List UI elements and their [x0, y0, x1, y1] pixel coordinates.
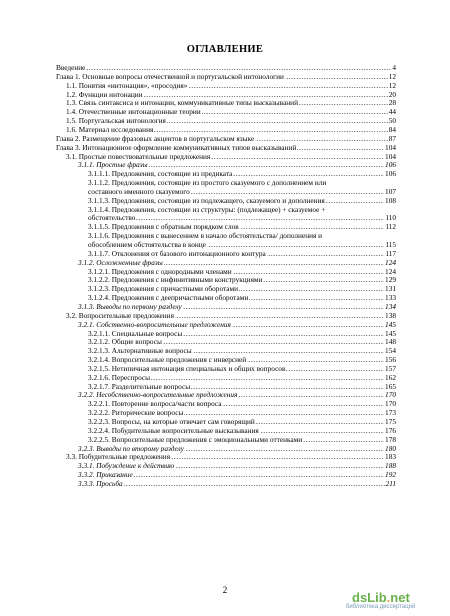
toc-entry [66, 125, 396, 134]
toc-entry [88, 382, 396, 391]
toc-entry-title: 3.2.2.3. Вопросы, на которые отвечает сам говорящий [88, 417, 255, 426]
toc-entry-title: 3.1.2. Осложненные фразы [78, 257, 163, 267]
toc-entry-page: 104 [385, 142, 396, 152]
toc-entry-title: 3.1.1.5. Предложения с обратным порядком слов [88, 222, 239, 232]
toc-entry-title: 1.1. Понятия «интонация», «просодия» [66, 80, 188, 90]
toc-entry-page: 188 [385, 461, 396, 471]
toc-entry-page: 129 [385, 275, 396, 285]
toc-entry [88, 213, 396, 222]
toc-entry [88, 205, 396, 214]
toc-entry-title: 3.3.2. Приказание [78, 470, 133, 480]
toc-entry-page: 134 [385, 301, 396, 311]
watermark-logo: dsLib.net [352, 590, 410, 605]
toc-entry-title: 3.2.1.2. Общие вопросы [88, 337, 162, 347]
toc-entry-title: 3.2.2.5. Вопросительные предложения с эмоциональными оттенками [88, 434, 303, 444]
toc-entry-page: 173 [385, 408, 396, 418]
toc-entry [78, 258, 396, 267]
toc-entry [88, 222, 396, 231]
toc-entry-title: 3.1.2.1. Предложения с однородными членами [88, 266, 232, 276]
toc-entry [78, 461, 396, 470]
toc-entry-page: 175 [385, 417, 396, 426]
toc-entry-page: 107 [385, 186, 396, 196]
toc-entry [88, 169, 396, 178]
toc-entry-page: 154 [385, 346, 396, 356]
toc-entry [66, 152, 396, 161]
toc-entry [78, 444, 396, 453]
toc-entry-title: Введение [56, 63, 86, 72]
toc-entry-title: 1.6. Материал исследования [66, 124, 154, 134]
toc-entry-title: 3.2.1.7. Разделительные вопросы [88, 381, 191, 391]
toc-entry-page: 180 [385, 443, 396, 453]
toc-entry-page: 87 [388, 133, 396, 143]
toc-entry-title: 3.2.1. Собственно-вопросительные предложения [78, 319, 231, 329]
toc-entry-title: обстоятельство [88, 213, 136, 223]
toc-entry-page: 110 [385, 213, 396, 223]
toc-entry [66, 116, 396, 125]
toc-entry-title: 1.3. Связь синтаксиса и интонации, коммуникативные типы высказываний [66, 98, 298, 108]
toc-entry-page: 12 [388, 71, 396, 81]
toc-entry-page: 138 [385, 310, 396, 320]
toc-entry-page: 106 [385, 169, 396, 179]
toc-entry [88, 417, 396, 426]
toc-entry-title: 3.2.1.5. Нетипичная интонация специальных и общих вопросов [88, 363, 286, 373]
toc-entry-page: 148 [385, 337, 396, 347]
toc-entry [56, 72, 396, 81]
toc-entry-page: 106 [385, 160, 396, 170]
toc-entry-page: 131 [385, 284, 396, 294]
toc-entry-page: 170 [385, 390, 396, 400]
toc-entry [88, 373, 396, 382]
toc-entry-title: Глава 1. Основные вопросы отечественной и португальской интонологии [56, 71, 284, 81]
toc-entry-page: 156 [385, 355, 396, 365]
toc-entry-title: 3.1.1.3. Предложения, состоящие из подлежащего, сказуемого и дополнения [88, 195, 325, 205]
toc-entry-title: 3.2.1.1. Специальные вопросы [88, 328, 183, 338]
toc-entry-page: 112 [385, 222, 396, 232]
toc-entry-title: 3.1.1.7. Отклонения от базового интонационного контура [88, 248, 266, 258]
toc-entry-title: 3.2.2.2. Риторические вопросы [88, 408, 184, 418]
toc-entry-page: 192 [385, 470, 396, 480]
toc-entry-page: 44 [388, 107, 396, 117]
toc-entry [78, 390, 396, 399]
toc-entry-title: 3.3. Побудительные предложения [66, 452, 171, 462]
toc-entry [88, 196, 396, 205]
toc-entry-title: составного именного сказуемого [88, 186, 190, 196]
toc-entry [88, 178, 396, 187]
toc-entry [66, 452, 396, 461]
toc-entry-title: 3.2.2. Несобственно-вопросительные предложения [78, 390, 238, 400]
toc-entry-page: 115 [385, 240, 396, 249]
toc-entry-page: 104 [385, 151, 396, 161]
toc-entry-title: 3.1.1.6. Предложения с вынесением в начало обстоятельства/ дополнения и [88, 231, 323, 241]
toc-entry-page: 178 [385, 434, 396, 444]
toc-entry-page: 12 [388, 80, 396, 90]
toc-entry-page: 211 [385, 478, 396, 488]
toc-entry [66, 81, 396, 90]
toc-entry [78, 470, 396, 479]
toc-entry [66, 107, 396, 116]
toc-entry [88, 355, 396, 364]
toc-entry-page: 124 [385, 266, 396, 276]
toc-entry-title: 3.1.2.4. Предложения с деепричастными оборотами [88, 293, 249, 303]
toc-entry-title: обособлением обстоятельства в конце [88, 240, 206, 249]
toc-entry [56, 143, 396, 152]
toc-entry-page: 133 [385, 293, 396, 303]
toc-entry-title: 1.2. Функции интонации [66, 89, 143, 99]
toc-entry [88, 284, 396, 293]
toc-entry-title: 3.1.1.4. Предложения, состоящие из структуры: (подлежащее) + сказуемое + [88, 204, 326, 214]
toc-entry [88, 249, 396, 258]
toc-entry [56, 134, 396, 143]
toc-entry [88, 364, 396, 373]
page-title: ОГЛАВЛЕНИЕ [186, 44, 264, 55]
toc-entry-title: 3.2.2.4. Побудительные вопросительные высказывания [88, 425, 259, 435]
toc-entry-page: 117 [385, 248, 396, 258]
toc-entry-page: 176 [385, 425, 396, 435]
toc-entry [66, 98, 396, 107]
toc-entry-title: 3.1.1.2. Предложения, состоящие из простого сказуемого с дополнением или [88, 178, 327, 188]
toc-entry-page: 20 [388, 89, 396, 99]
toc-entry [66, 311, 396, 320]
toc-entry [88, 399, 396, 408]
toc-entry-title: 1.4. Отечественные интонационные теории [66, 107, 201, 117]
toc-entry [78, 320, 396, 329]
toc-entry-page: 4 [392, 63, 396, 72]
toc-entry-page: 50 [388, 116, 396, 126]
dslib-watermark [346, 590, 446, 614]
toc-entry [78, 302, 396, 311]
toc-entry-page: 170 [385, 399, 396, 409]
toc-entry-title: Глава 2. Размещение фразовых акцентов в португальском языке [56, 133, 255, 143]
toc-entry [88, 267, 396, 276]
toc-entry [88, 337, 396, 346]
toc-entry-title: 3.1.1. Простые фразы [78, 160, 148, 170]
toc-entry [88, 187, 396, 196]
toc-entry [88, 408, 396, 417]
toc-entry-title: 3.2.1.6. Переспросы [88, 372, 151, 382]
toc-entry-title: 3.1.3. Выводы по первому разделу [78, 301, 182, 311]
watermark-caption: библиотека диссертаций [346, 604, 416, 610]
toc-entry-title: 3.3.3. Просьба [78, 478, 123, 488]
toc-entry-title: 3.1.1.1. Предложения, состоящие из предиката [88, 169, 233, 179]
toc-entry-title: 3.3.1. Побуждение к действию [78, 461, 175, 471]
toc-entry-page: 165 [385, 381, 396, 391]
toc-entry-page: 124 [385, 257, 396, 267]
toc-entry-title: 3.2. Вопросительные предложения [66, 310, 174, 320]
toc-entry-title: 3.1. Простые повествовательные предложения [66, 151, 211, 161]
toc-entry-page: 28 [388, 98, 396, 108]
toc-entry-page: 183 [385, 452, 396, 462]
toc-entry-title: 1.5. Португальская интонология [66, 116, 166, 126]
toc-entry-title: 3.1.2.3. Предложения с причастными оборотами [88, 284, 239, 294]
toc-entry-title: 3.1.2.2. Предложения с инфинитивными конструкциями [88, 275, 263, 285]
toc-entry-page: 145 [385, 328, 396, 338]
toc-entry [66, 90, 396, 99]
toc-entry-page: 157 [385, 363, 396, 373]
toc-entry-title: 3.2.2.1. Повторение вопроса/части вопроса [88, 399, 222, 409]
toc-entry [88, 435, 396, 444]
toc-entry-page: 162 [385, 372, 396, 382]
toc-entry-page: 145 [385, 319, 396, 329]
toc-entry [88, 329, 396, 338]
toc-entry-title: Глава 3. Интонационное оформление коммуникативных типов высказываний [56, 142, 297, 152]
toc-entry-title: 3.2.1.3. Альтернативные вопросы [88, 346, 192, 356]
toc-entry-page: 108 [385, 195, 396, 205]
toc-entry [78, 160, 396, 169]
toc-entry-title: 3.2.1.4. Вопросительные предложения с инверсией [88, 355, 247, 365]
toc-entry [78, 479, 396, 488]
toc-entry [88, 231, 396, 240]
toc-entry-title: 3.2.3. Выводы по второму разделу [78, 443, 184, 453]
page-number: 2 [222, 585, 228, 595]
toc-entry [88, 275, 396, 284]
toc-entry [88, 293, 396, 302]
toc-entry [88, 426, 396, 435]
toc-entry [56, 63, 396, 72]
toc-entry-page: 84 [388, 124, 396, 134]
toc-entry [88, 240, 396, 249]
toc-entry [88, 346, 396, 355]
